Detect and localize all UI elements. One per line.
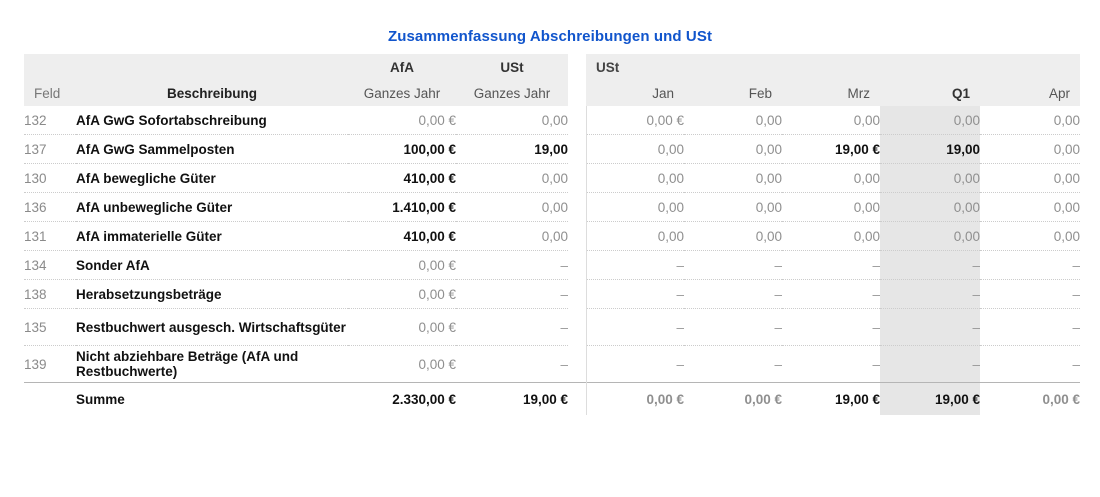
header-jan: Jan xyxy=(586,80,684,106)
cell-gap xyxy=(568,309,586,346)
header-group-empty-apr xyxy=(980,54,1080,80)
cell-ust-year: 0,00 xyxy=(456,164,568,193)
afa-summary-table-wrapper xyxy=(24,54,1080,415)
cell-apr: – xyxy=(980,251,1080,280)
cell-feb: – xyxy=(684,280,782,309)
cell-apr: 0,00 xyxy=(980,193,1080,222)
cell-apr: – xyxy=(980,346,1080,383)
cell-feld: 136 xyxy=(24,193,76,222)
header-group-empty-q1 xyxy=(880,54,980,80)
cell-apr: 0,00 xyxy=(980,135,1080,164)
cell-feld: 130 xyxy=(24,164,76,193)
header-group-empty-desc xyxy=(76,54,348,80)
header-apr: Apr xyxy=(980,80,1080,106)
cell-description: AfA bewegliche Güter xyxy=(76,164,348,193)
header-group-empty-feld xyxy=(24,54,76,80)
cell-ust-year: 0,00 xyxy=(456,193,568,222)
header-q1: Q1 xyxy=(880,80,980,106)
cell-q1: – xyxy=(880,251,980,280)
cell-ust-year: – xyxy=(456,346,568,383)
table-row xyxy=(24,193,1080,222)
table-row xyxy=(24,106,1080,135)
cell-ust-year: 0,00 xyxy=(456,106,568,135)
cell-description: AfA immaterielle Güter xyxy=(76,222,348,251)
cell-jan: – xyxy=(586,309,684,346)
cell-gap xyxy=(568,251,586,280)
cell-q1: 0,00 xyxy=(880,106,980,135)
cell-mrz: 0,00 xyxy=(782,164,880,193)
cell-mrz: – xyxy=(782,251,880,280)
cell-afa-year: 410,00 € xyxy=(348,222,456,251)
table-row xyxy=(24,135,1080,164)
cell-gap xyxy=(568,280,586,309)
header-afa-ganzes-jahr: Ganzes Jahr xyxy=(348,80,456,106)
cell-q1: 0,00 xyxy=(880,164,980,193)
cell-jan: 0,00 xyxy=(586,193,684,222)
cell-afa-year: 0,00 € xyxy=(348,346,456,383)
cell-feb: 0,00 xyxy=(684,135,782,164)
cell-description: Herabsetzungsbeträge xyxy=(76,280,348,309)
cell-mrz: – xyxy=(782,346,880,383)
table-row xyxy=(24,346,1080,383)
header-feld: Feld xyxy=(24,80,76,106)
cell-mrz: – xyxy=(782,309,880,346)
cell-jan: 0,00 xyxy=(586,135,684,164)
cell-apr: 0,00 xyxy=(980,164,1080,193)
cell-feb: 0,00 € xyxy=(684,383,782,416)
cell-gap xyxy=(568,346,586,383)
header-label-row xyxy=(24,80,1080,106)
cell-feld: 131 xyxy=(24,222,76,251)
cell-mrz: – xyxy=(782,280,880,309)
cell-afa-year: 0,00 € xyxy=(348,280,456,309)
cell-gap xyxy=(568,106,586,135)
table-row xyxy=(24,222,1080,251)
cell-feb: 0,00 xyxy=(684,193,782,222)
cell-feld: 134 xyxy=(24,251,76,280)
cell-mrz: 0,00 xyxy=(782,222,880,251)
cell-feb: 0,00 xyxy=(684,106,782,135)
cell-feb: 0,00 xyxy=(684,164,782,193)
cell-apr: 0,00 xyxy=(980,106,1080,135)
cell-ust-year: – xyxy=(456,280,568,309)
cell-feld: 138 xyxy=(24,280,76,309)
page-title: Zusammenfassung Abschreibungen und USt xyxy=(387,28,713,45)
cell-q1: 19,00 xyxy=(880,135,980,164)
header-mrz: Mrz xyxy=(782,80,880,106)
cell-jan: 0,00 xyxy=(586,222,684,251)
cell-afa-year: 2.330,00 € xyxy=(348,383,456,416)
cell-jan: – xyxy=(586,251,684,280)
cell-afa-year: 0,00 € xyxy=(348,106,456,135)
cell-q1: – xyxy=(880,309,980,346)
afa-summary-table xyxy=(24,54,1080,415)
cell-description: AfA GwG Sofortabschreibung xyxy=(76,106,348,135)
cell-mrz: 19,00 € xyxy=(782,383,880,416)
header-group-empty-feb xyxy=(684,54,782,80)
cell-description: Restbuchwert ausgesch. Wirtschaftsgüter xyxy=(76,309,348,346)
cell-apr: – xyxy=(980,309,1080,346)
header-beschreibung: Beschreibung xyxy=(76,80,348,106)
cell-q1: 19,00 € xyxy=(880,383,980,416)
cell-mrz: 0,00 xyxy=(782,106,880,135)
cell-q1: – xyxy=(880,346,980,383)
cell-feb: 0,00 xyxy=(684,222,782,251)
cell-jan: – xyxy=(586,280,684,309)
cell-gap xyxy=(568,193,586,222)
cell-ust-year: 19,00 € xyxy=(456,383,568,416)
header-group-empty-mrz xyxy=(782,54,880,80)
cell-afa-year: 410,00 € xyxy=(348,164,456,193)
cell-gap xyxy=(568,222,586,251)
cell-jan: 0,00 € xyxy=(586,106,684,135)
cell-afa-year: 1.410,00 € xyxy=(348,193,456,222)
cell-feb: – xyxy=(684,309,782,346)
cell-gap xyxy=(568,135,586,164)
header-group-afa: AfA xyxy=(348,54,456,80)
header-group-row xyxy=(24,54,1080,80)
cell-description: Nicht abziehbare Beträge (AfA und Restbuchwerte) xyxy=(76,346,348,383)
cell-feb: – xyxy=(684,346,782,383)
table-body xyxy=(24,106,1080,415)
cell-ust-year: – xyxy=(456,251,568,280)
cell-description: Summe xyxy=(76,383,348,416)
cell-jan: 0,00 € xyxy=(586,383,684,416)
table-header xyxy=(24,54,1080,106)
header-group-ust-monthly: USt xyxy=(586,54,684,80)
cell-mrz: 19,00 € xyxy=(782,135,880,164)
cell-mrz: 0,00 xyxy=(782,193,880,222)
cell-q1: – xyxy=(880,280,980,309)
cell-apr: – xyxy=(980,280,1080,309)
cell-gap xyxy=(568,164,586,193)
header-feb: Feb xyxy=(684,80,782,106)
cell-afa-year: 0,00 € xyxy=(348,251,456,280)
table-row xyxy=(24,309,1080,346)
cell-afa-year: 100,00 € xyxy=(348,135,456,164)
cell-afa-year: 0,00 € xyxy=(348,309,456,346)
cell-jan: 0,00 xyxy=(586,164,684,193)
header-group-ust: USt xyxy=(456,54,568,80)
table-row xyxy=(24,280,1080,309)
cell-feld: 132 xyxy=(24,106,76,135)
cell-ust-year: – xyxy=(456,309,568,346)
table-summary-row xyxy=(24,383,1080,416)
header-ust-ganzes-jahr: Ganzes Jahr xyxy=(456,80,568,106)
cell-jan: – xyxy=(586,346,684,383)
cell-feld: 137 xyxy=(24,135,76,164)
cell-ust-year: 0,00 xyxy=(456,222,568,251)
cell-apr: 0,00 xyxy=(980,222,1080,251)
cell-feld: 139 xyxy=(24,346,76,383)
cell-feld: 135 xyxy=(24,309,76,346)
cell-description: AfA unbewegliche Güter xyxy=(76,193,348,222)
table-row xyxy=(24,251,1080,280)
header-gap-2 xyxy=(568,80,586,106)
cell-feb: – xyxy=(684,251,782,280)
cell-q1: 0,00 xyxy=(880,222,980,251)
cell-apr: 0,00 € xyxy=(980,383,1080,416)
cell-description: AfA GwG Sammelposten xyxy=(76,135,348,164)
cell-ust-year: 19,00 xyxy=(456,135,568,164)
header-gap xyxy=(568,54,586,80)
cell-feld xyxy=(24,383,76,416)
cell-gap xyxy=(568,383,586,416)
cell-q1: 0,00 xyxy=(880,193,980,222)
cell-description: Sonder AfA xyxy=(76,251,348,280)
table-row xyxy=(24,164,1080,193)
